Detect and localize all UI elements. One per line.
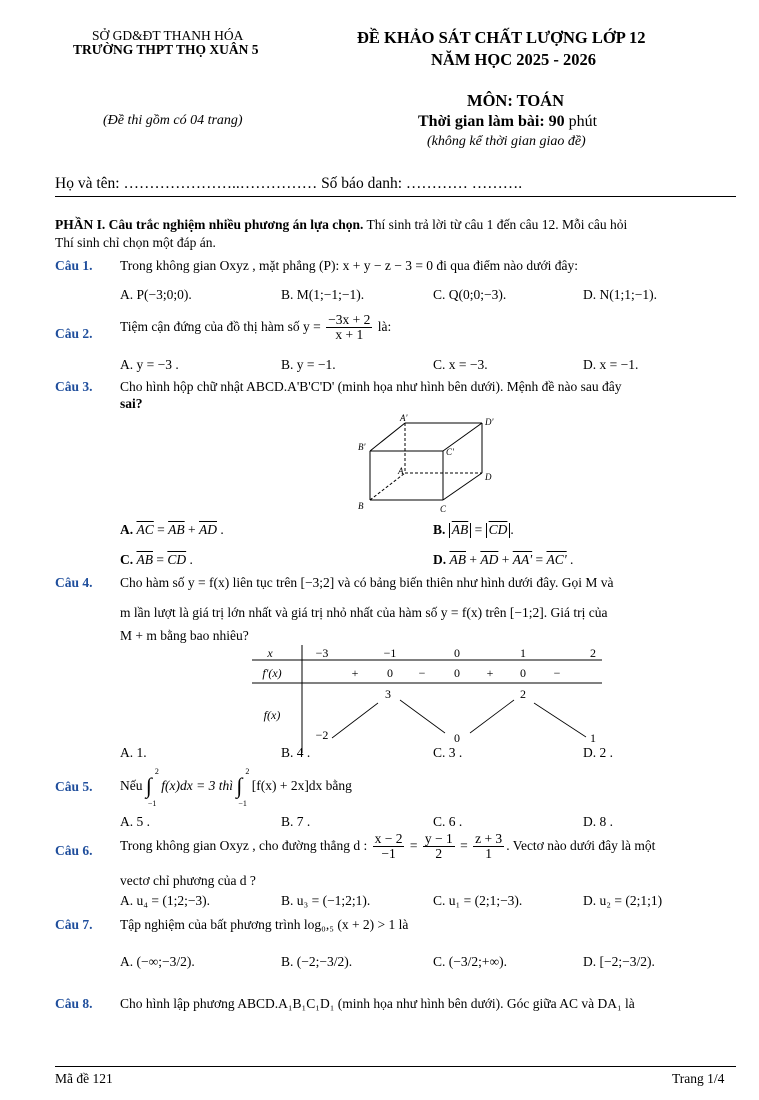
question-text-cont: sai?: [120, 396, 143, 411]
question-text: Cho hình hộp chữ nhật ABCD.A'B'C'D' (minh họa như hình bên dưới). Mệnh đề nào sau đây: [120, 379, 622, 394]
page-count-note: (Đề thi gồm có 04 trang): [103, 113, 243, 128]
fraction: $\frac{y - 1}{2}$: [424, 831, 453, 862]
option-d: D. 2 .: [583, 745, 613, 760]
fraction: $\frac{-3x + 2}{x + 1}$: [328, 312, 371, 343]
footer-divider: [55, 1066, 736, 1067]
header-divider: [55, 196, 736, 197]
question-label: Câu 4.: [55, 575, 93, 590]
option-c: C. (−3/2;+∞).: [433, 954, 507, 969]
option-d: D. 8 .: [583, 814, 613, 829]
option-d: D. x = −1.: [583, 357, 639, 372]
fraction: $\frac{x - 2}{-1}$: [374, 831, 403, 862]
vertex-label: B': [358, 442, 366, 452]
table-cell: 0: [454, 666, 460, 680]
option-d: D. u₂ = (2;1;1): [583, 893, 663, 908]
department-name: SỞ GD&ĐT THANH HÓA: [92, 28, 244, 43]
cuboid-figure: [340, 412, 510, 514]
option-b: B. y = −1.: [281, 357, 336, 372]
integral-sign: ∫ 2 −1: [236, 767, 250, 808]
exam-title: ĐỀ KHẢO SÁT CHẤT LƯỢNG LỚP 12: [357, 28, 646, 47]
table-cell: 2: [520, 687, 526, 701]
option-c: C. 6 .: [433, 814, 463, 829]
option-b: B. $\overline{AB} = \overline{CD}$ .: [433, 522, 514, 537]
vertex-label: A: [398, 466, 404, 476]
table-cell: 0: [520, 666, 526, 680]
page-number: Trang 1/4: [672, 1071, 725, 1086]
option-b: B. 4 .: [281, 745, 311, 760]
option-c: C. u₁ = (2;1;−3).: [433, 893, 523, 908]
question-label: Câu 6.: [55, 843, 93, 858]
school-year: NĂM HỌC 2025 - 2026: [431, 50, 596, 69]
subject: MÔN: TOÁN: [467, 91, 565, 110]
question-text: Cho hàm số y = f(x) liên tục trên [−3;2] và có bảng biến thiên như hình dưới đây. Gọi M và: [120, 575, 614, 590]
table-cell: +: [351, 666, 359, 680]
table-cell: 1: [590, 731, 596, 745]
vertex-label: B: [358, 501, 364, 511]
table-cell: −: [418, 666, 426, 680]
table-cell: 3: [385, 687, 391, 701]
question-text: Trong không gian Oxyz , cho đường thẳng d : $\frac{x - 2}{-1}$ = $\frac{y - 1}{2}$ = $\frac{z + 3}{1}$ . Vectơ nào dưới đây là một: [120, 831, 656, 862]
table-cell: −: [553, 666, 561, 680]
option-a: A. y = −3 .: [120, 357, 179, 372]
table-cell: −2: [315, 728, 329, 742]
table-header: x: [267, 646, 273, 660]
exam-code: Mã đề 121: [55, 1071, 113, 1086]
candidate-info-line: Họ và tên: …………………..…………… Số báo danh: ………… ……….: [55, 175, 523, 192]
question-label: Câu 2.: [55, 326, 93, 341]
option-a: A. $\overline{AC} = \overline{AB} + \overline{AD}$ .: [120, 522, 224, 537]
time-note: (không kể thời gian giao đề): [427, 134, 586, 149]
table-cell: +: [486, 666, 494, 680]
vertex-label: A': [400, 413, 408, 423]
question-text-cont: vectơ chỉ phương của d ?: [120, 873, 256, 888]
table-cell: −3: [315, 646, 329, 660]
table-cell: 1: [520, 646, 526, 660]
part1-instruction: Thí sinh chỉ chọn một đáp án.: [55, 235, 216, 250]
question-text-cont: m lần lượt là giá trị lớn nhất và giá trị nhỏ nhất của hàm số y = f(x) trên [−1;2]. Giá trị của: [120, 605, 608, 620]
question-label: Câu 7.: [55, 917, 93, 932]
question-label: Câu 5.: [55, 779, 93, 794]
option-b: B. (−2;−3/2).: [281, 954, 353, 969]
option-a: A. P(−3;0;0).: [120, 287, 192, 302]
option-b: B. 7 .: [281, 814, 311, 829]
table-cell: 0: [387, 666, 393, 680]
option-d: D. N(1;1;−1).: [583, 287, 657, 302]
option-c: C. 3 .: [433, 745, 463, 760]
table-header: f′(x): [262, 666, 282, 680]
option-d: D. [−2;−3/2).: [583, 954, 655, 969]
integral-sign: ∫ 2 −1: [145, 767, 159, 808]
option-a: A. 1.: [120, 745, 147, 760]
part1-heading: PHẦN I. Câu trắc nghiệm nhiều phương án lựa chọn. Thí sinh trả lời từ câu 1 đến câu 12. Mỗi câu hỏi: [55, 217, 628, 232]
question-text: Cho hình lập phương ABCD.A₁B₁C₁D₁ (minh họa như hình bên dưới). Góc giữa AC và DA₁ là: [120, 996, 635, 1011]
question-text-cont: M + m bằng bao nhiêu?: [120, 628, 249, 643]
vertex-label: C: [440, 504, 447, 514]
question-text: Nếu ∫ 2 −1 f(x)dx = 3 thì ∫ 2 −1 [f(x) + 2x]dx bằng: [120, 767, 352, 808]
vertex-label: D': [485, 417, 494, 427]
option-a: A. 5 .: [120, 814, 150, 829]
fraction: $\frac{z + 3}{1}$: [475, 831, 503, 862]
option-c: C. x = −3.: [433, 357, 488, 372]
table-cell: 0: [454, 646, 460, 660]
question-text: Tiệm cận đứng của đồ thị hàm số y = $\frac{-3x + 2}{x + 1}$ là:: [120, 312, 392, 343]
table-cell: 0: [454, 731, 460, 745]
table-cell: −1: [383, 646, 397, 660]
option-a: A. u₄ = (1;2;−3).: [120, 893, 211, 908]
option-b: B. M(1;−1;−1).: [281, 287, 365, 302]
question-label: Câu 3.: [55, 379, 93, 394]
question-text: Tập nghiệm của bất phương trình log₀,₅ (x + 2) > 1 là: [120, 917, 409, 932]
option-d: D. $\overline{AB} + \overline{AD} + AA' = AC'$ .: [433, 552, 574, 567]
question-text: Trong không gian Oxyz , mặt phẳng (P): x + y − z − 3 = 0 đi qua điểm nào dưới đây:: [120, 258, 578, 273]
variation-table: [250, 645, 605, 753]
question-label: Câu 8.: [55, 996, 93, 1011]
time-limit: Thời gian làm bài: 90 phút: [418, 113, 598, 130]
vertex-label: D: [485, 472, 492, 482]
table-cell: 2: [590, 646, 596, 660]
option-a: A. (−∞;−3/2).: [120, 954, 195, 969]
question-label: Câu 1.: [55, 258, 93, 273]
option-c: C. Q(0;0;−3).: [433, 287, 507, 302]
vertex-label: C': [446, 447, 454, 457]
option-c: C. $\overline{AB} = \overline{CD}$ .: [120, 552, 193, 567]
table-header: f(x): [263, 708, 281, 722]
school-name: TRƯỜNG THPT THỌ XUÂN 5: [73, 42, 259, 57]
option-b: B. u₃ = (−1;2;1).: [281, 893, 371, 908]
